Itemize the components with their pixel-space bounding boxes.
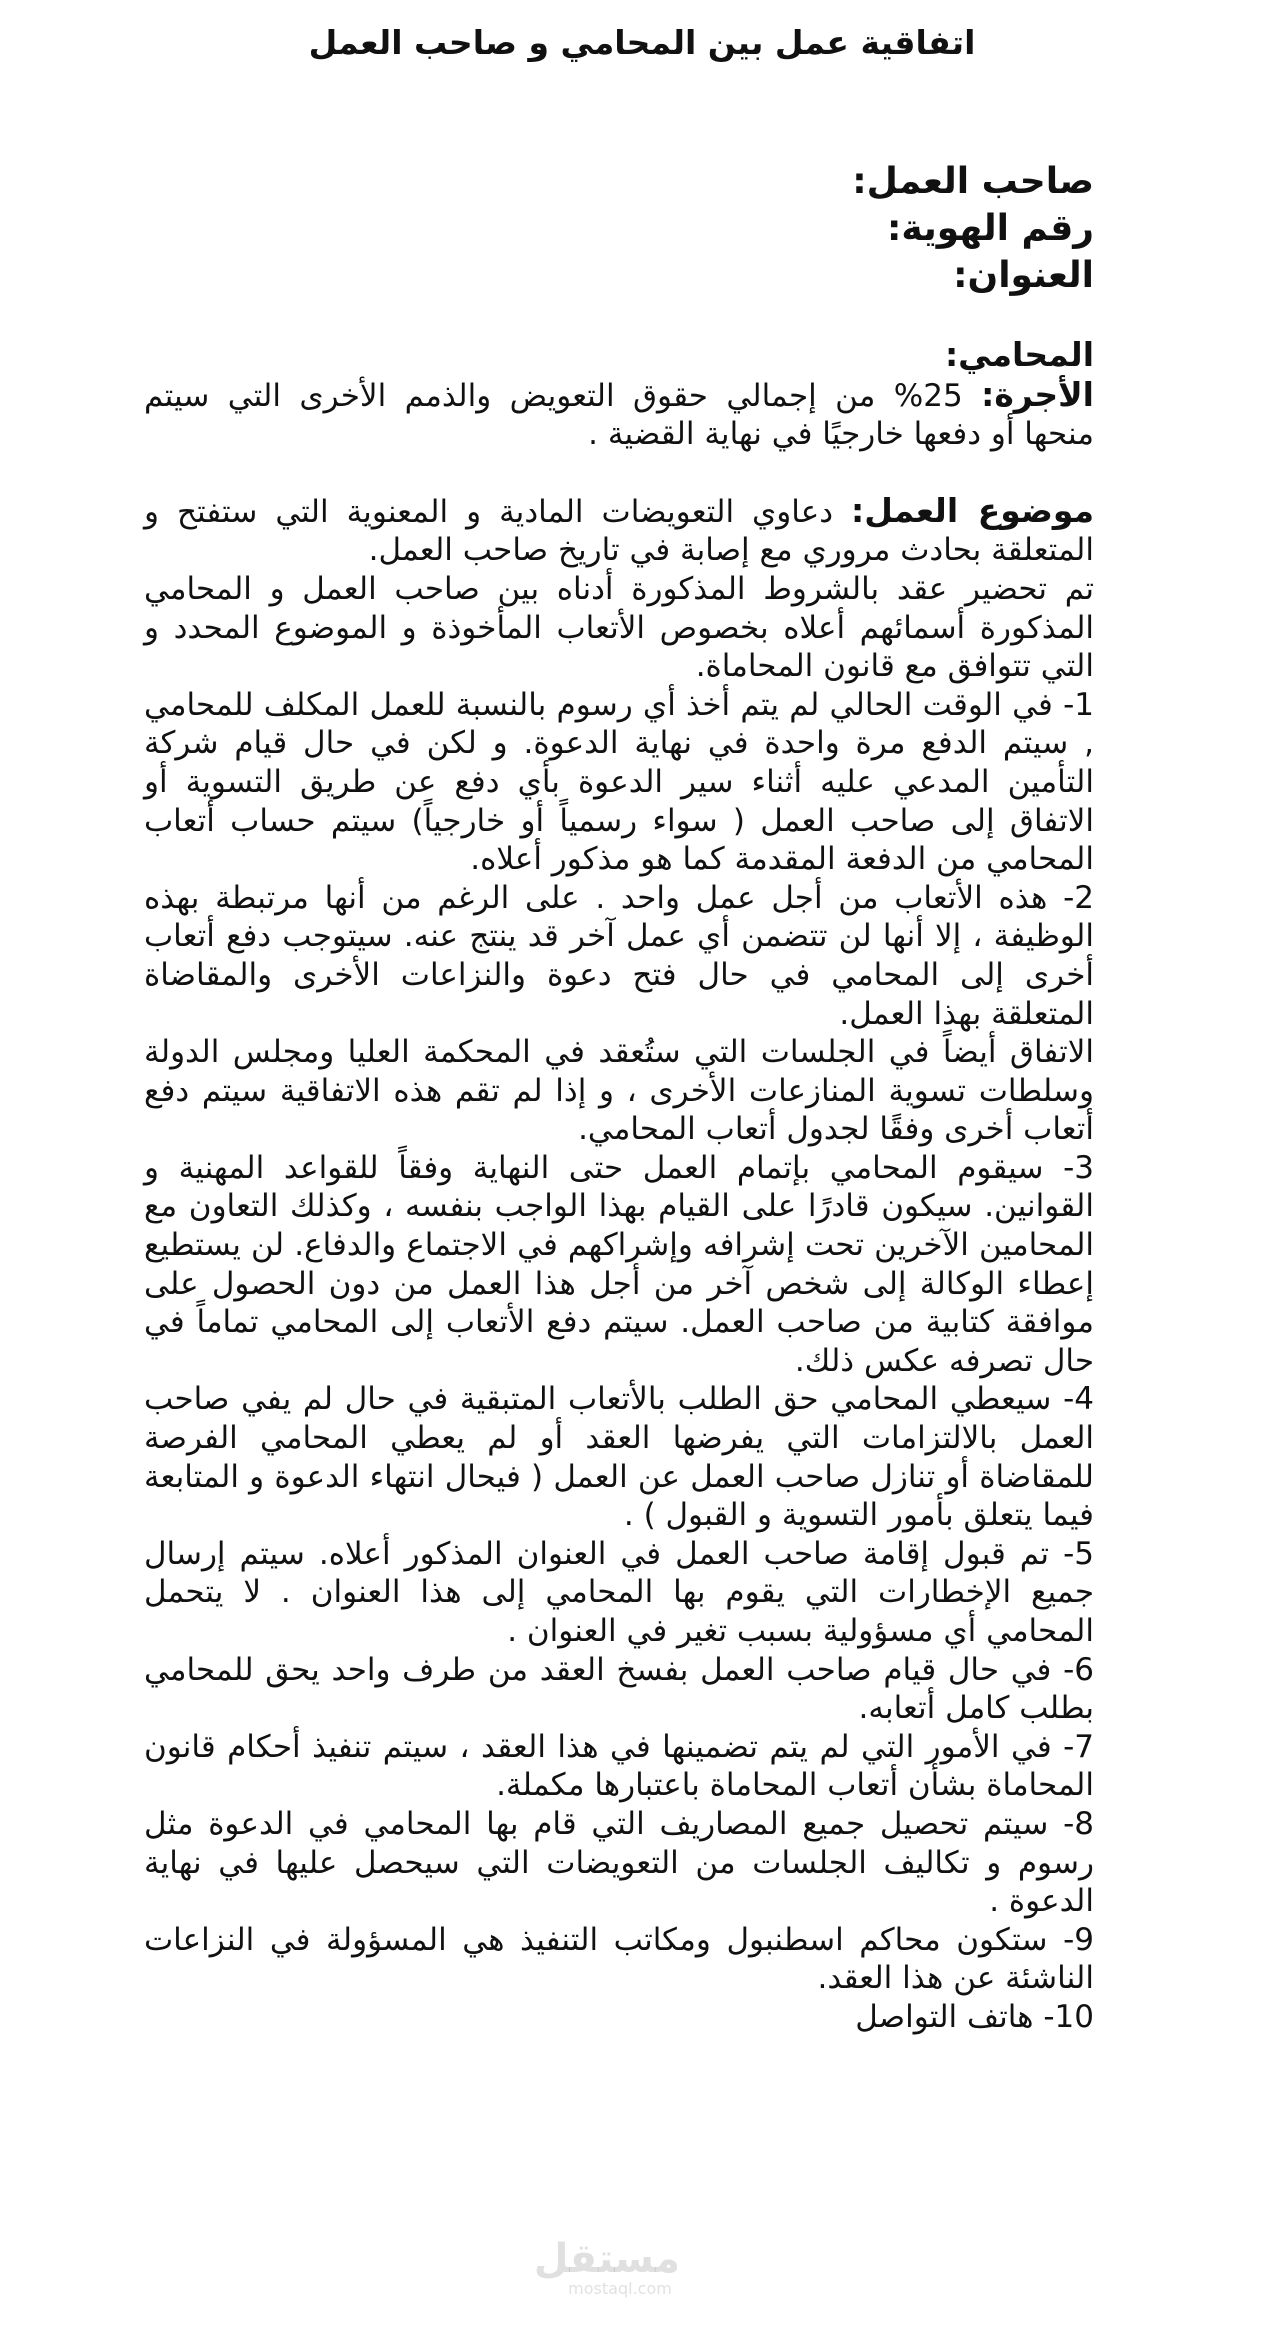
clause-9: 9- ستكون محاكم اسطنبول ومكاتب التنفيذ هي المسؤولة في النزاعات الناشئة عن هذا العقد. [144, 1921, 1094, 1997]
clause-6: 6- في حال قيام صاحب العمل بفسخ العقد من طرف واحد يحق للمحامي بطلب كامل أتعابه. [144, 1651, 1094, 1727]
party-fields [174, 158, 1094, 299]
clause-2-continued: الاتفاق أيضاً في الجلسات التي ستُعقد في المحكمة العليا ومجلس الدولة وسلطات تسوية المنازعات الأخرى ، و إذا لم تقم هذه الاتفاقية سيتم دفع أتعاب أخرى وفقًا لجدول أتعاب المحامي. [144, 1034, 1094, 1148]
preamble-paragraph: تم تحضير عقد بالشروط المذكورة أدناه بين صاحب العمل و المحامي المذكورة أسمائهم أعلاه بخصوص الأتعاب المأخوذة و الموضوع المحدد و التي تتوافق مع قانون المحاماة. [144, 570, 1094, 685]
watermark-latin: mostaql.com [568, 2279, 672, 2298]
fee-clause [144, 376, 1094, 454]
clause-8: 8- سيتم تحصيل جميع المصاريف التي قام بها المحامي في الدعوة مثل رسوم و تكاليف الجلسات من التعويضات التي سيحصل عليها في نهاية الدعوة . [144, 1805, 1094, 1920]
mostaql-watermark [533, 2236, 680, 2298]
subject-text: دعاوي التعويضات المادية و المعنوية التي ستفتح و المتعلقة بحادث مروري مع إصابة في تاريخ صاحب العمل. [144, 493, 1094, 569]
clause-3: 3- سيقوم المحامي بإتمام العمل حتى النهاية وفقاً للقواعد المهنية و القوانين. سيكون قادرًا على القيام بهذا الواجب بنفسه ، وكذلك التعاون مع المحامين الآخرين تحت إشرافه وإشراكهم في الاجتماع والدفاع. لن يستطيع إعطاء الوكالة إلى شخص آخر من أجل هذا العمل من دون الحصول على موافقة كتابية من صاحب العمل. سيتم دفع الأتعاب إلى المحامي تماماً في حال تصرفه عكس ذلك. [144, 1149, 1094, 1379]
subject-clause [144, 492, 1094, 570]
contract-body [144, 336, 1094, 2037]
clause-4: 4- سيعطي المحامي حق الطلب بالأتعاب المتبقية في حال لم يفي صاحب العمل بالالتزامات التي يفرضها العقد أو لم يعطي المحامي الفرصة للمقاضاة أو تنازل صاحب العمل عن العمل ( فيحال انتهاء الدعوة و المتابعة فيما يتعلق بأمور التسوية و القبول ) . [144, 1381, 1094, 1534]
clause-2: 2- هذه الأتعاب من أجل عمل واحد . على الرغم من أنها مرتبطة بهذه الوظيفة ، إلا أنها لن تتضمن أي عمل آخر قد ينتج عنه. سيتوجب دفع أتعاب أخرى إلى المحامي في حال فتح دعوة والنزاعات الأخرى والمقاضاة المتعلقة بهذا العمل. [144, 879, 1094, 1032]
clause-10: 10- هاتف التواصل [855, 1998, 1094, 2035]
document-title: اتفاقية عمل بين المحامي و صاحب العمل [308, 23, 976, 62]
fee-text: 25% من إجمالي حقوق التعويض والذمم الأخرى التي سيتم منحها أو دفعها خارجيًا في نهاية القضية . [144, 377, 1094, 453]
id-number-field: رقم الهوية: [887, 208, 1094, 249]
subject-label: موضوع العمل: [851, 490, 1095, 530]
clause-5: 5- تم قبول إقامة صاحب العمل في العنوان المذكور أعلاه. سيتم إرسال جميع الإخطارات التي يقوم بها المحامي إلى هذا العنوان . لا يتحمل المحامي أي مسؤولية بسبب تغير في العنوان . [144, 1535, 1094, 1649]
lawyer-field [144, 336, 1094, 376]
address-field: العنوان: [953, 255, 1094, 296]
employer-field: صاحب العمل: [852, 161, 1094, 202]
clause-1: 1- في الوقت الحالي لم يتم أخذ أي رسوم بالنسبة للعمل المكلف للمحامي , سيتم الدفع مرة واحدة في نهاية الدعوة. و لكن في حال قيام شركة التأمين المدعي عليه أثناء سير الدعوة بأي دفع عن طريق التسوية أو الاتفاق إلى صاحب العمل ( سواء رسمياً أو خارجياً) سيتم حساب أتعاب المحامي من الدفعة المقدمة كما هو مذكور أعلاه. [144, 686, 1094, 878]
watermark-arabic: مستقل [533, 2236, 680, 2282]
clause-7: 7- في الأمور التي لم يتم تضمينها في هذا العقد ، سيتم تنفيذ أحكام قانون المحاماة بشأن أتعاب المحاماة باعتبارها مكملة. [144, 1728, 1094, 1804]
section-gap [144, 454, 1094, 492]
lawyer-label: المحامي: [944, 335, 1094, 374]
fee-label: الأجرة: [981, 374, 1094, 414]
